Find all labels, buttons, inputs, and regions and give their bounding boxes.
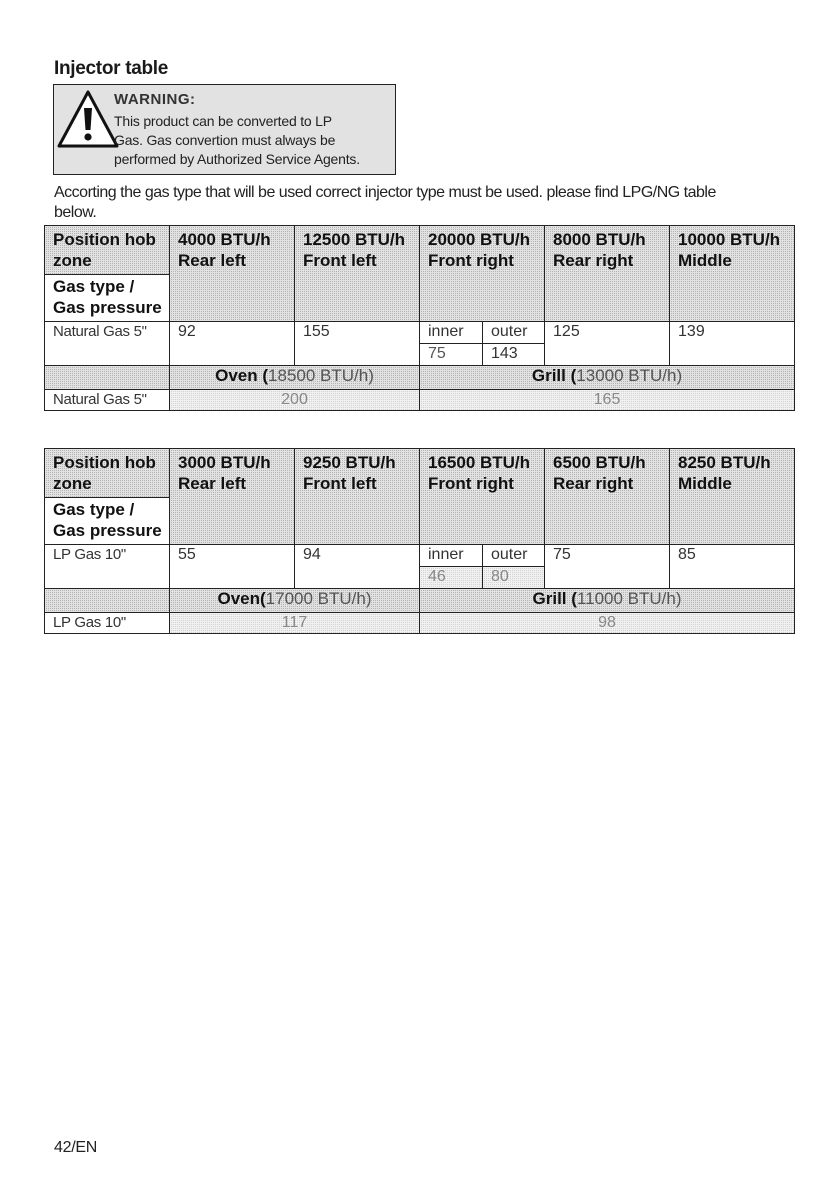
zone-header-rear-left: 3000 BTU/h Rear left xyxy=(170,449,295,545)
injector-table-lp-gas xyxy=(44,448,795,634)
grill-header: Grill (11000 BTU/h) xyxy=(420,589,795,613)
zone-header-front-left: 12500 BTU/h Front left xyxy=(295,226,420,322)
value-rear-right: 125 xyxy=(545,322,670,366)
zone-header-front-right: 16500 BTU/h Front right xyxy=(420,449,545,545)
grill-header: Grill (13000 BTU/h) xyxy=(420,366,795,390)
page-number: 42/EN xyxy=(54,1139,97,1156)
outer-label: outer xyxy=(483,545,545,567)
intro-line: Accorting the gas type that will be used correct injector type must be used. please find LPG/NG table xyxy=(54,184,716,201)
oven-value: 117 xyxy=(170,613,420,634)
zone-header-rear-right: 6500 BTU/h Rear right xyxy=(545,449,670,545)
grill-value: 98 xyxy=(420,613,795,634)
gas-type-header: Gas type / Gas pressure xyxy=(45,498,170,545)
gas-type-cell: Natural Gas 5" xyxy=(45,390,170,411)
gas-type-cell: LP Gas 10" xyxy=(45,613,170,634)
oven-header: Oven (18500 BTU/h) xyxy=(170,366,420,390)
position-hob-zone-header: Position hob zone xyxy=(45,449,170,498)
value-outer: 80 xyxy=(483,567,545,589)
warning-line: This product can be converted to LP xyxy=(114,113,332,129)
warning-text xyxy=(114,112,399,169)
page-title: Injector table xyxy=(54,58,169,79)
gas-type-cell: Natural Gas 5" xyxy=(45,322,170,366)
value-outer: 143 xyxy=(483,344,545,366)
oven-grill-row-label xyxy=(45,589,170,613)
oven-grill-row-label xyxy=(45,366,170,390)
warning-line: Gas. Gas convertion must always be xyxy=(114,132,336,148)
oven-value: 200 xyxy=(170,390,420,411)
zone-header-front-left: 9250 BTU/h Front left xyxy=(295,449,420,545)
grill-value: 165 xyxy=(420,390,795,411)
warning-line: performed by Authorized Service Agents. xyxy=(114,151,360,167)
value-front-left: 155 xyxy=(295,322,420,366)
zone-header-middle: 10000 BTU/h Middle xyxy=(670,226,795,322)
position-hob-zone-header: Position hob zone xyxy=(45,226,170,275)
zone-header-rear-left: 4000 BTU/h Rear left xyxy=(170,226,295,322)
value-inner: 46 xyxy=(420,567,483,589)
inner-label: inner xyxy=(420,322,483,344)
warning-triangle-icon xyxy=(57,90,119,150)
zone-header-rear-right: 8000 BTU/h Rear right xyxy=(545,226,670,322)
value-rear-left: 55 xyxy=(170,545,295,589)
gas-type-cell: LP Gas 10" xyxy=(45,545,170,589)
gas-type-header: Gas type / Gas pressure xyxy=(45,275,170,322)
warning-title: WARNING: xyxy=(114,91,196,108)
value-middle: 85 xyxy=(670,545,795,589)
value-front-left: 94 xyxy=(295,545,420,589)
intro-paragraph xyxy=(54,183,794,223)
value-inner: 75 xyxy=(420,344,483,366)
intro-line: below. xyxy=(54,204,97,221)
value-rear-left: 92 xyxy=(170,322,295,366)
zone-header-middle: 8250 BTU/h Middle xyxy=(670,449,795,545)
oven-header: Oven(17000 BTU/h) xyxy=(170,589,420,613)
value-rear-right: 75 xyxy=(545,545,670,589)
inner-label: inner xyxy=(420,545,483,567)
outer-label: outer xyxy=(483,322,545,344)
value-middle: 139 xyxy=(670,322,795,366)
zone-header-front-right: 20000 BTU/h Front right xyxy=(420,226,545,322)
warning-box xyxy=(53,84,396,175)
injector-table-natural-gas xyxy=(44,225,795,411)
